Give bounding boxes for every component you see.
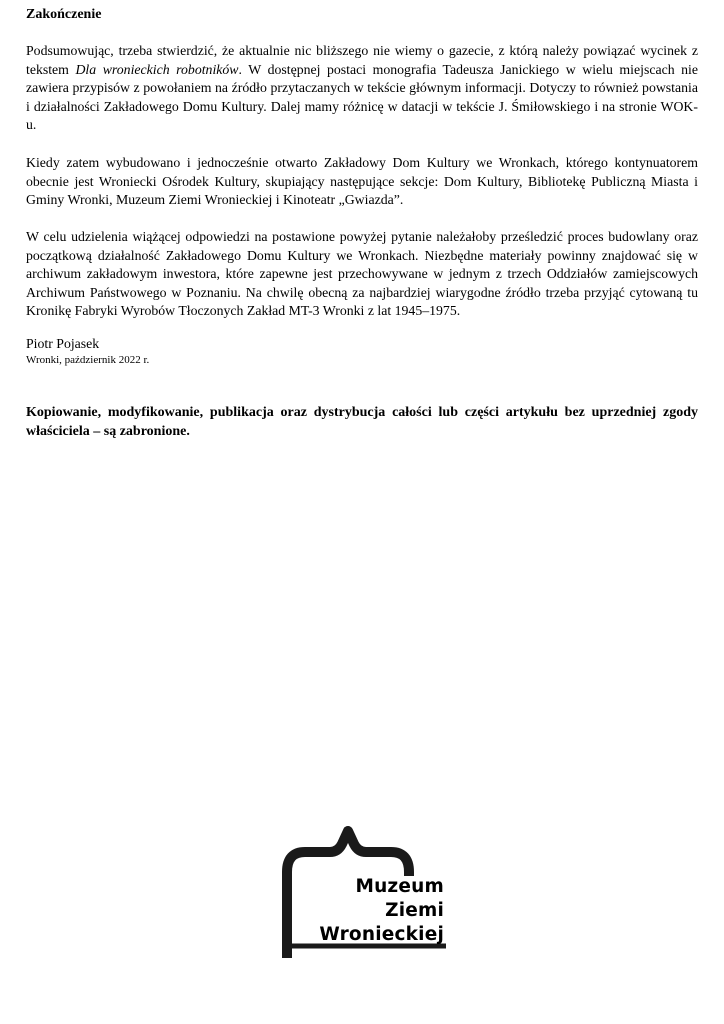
logo-wordmark <box>304 875 444 947</box>
paragraph-question: Kiedy zatem wybudowano i jednocześnie otwarto Zakładowy Dom Kultury we Wronkach, którego kontynuatorem obecnie jest Wroniecki Ośrodek Kultury, skupiający następujące sekcje: Dom Kultury, Bibliotekę Publiczną Miasta i Gminy Wronki, Muzeum Ziemi Wronieckiej i Kinoteatr „Gwiazda”. <box>26 155 698 208</box>
copyright-notice: Kopiowanie, modyfikowanie, publikacja oraz dystrybucja całości lub części artykułu bez uprzedniej zgody właściciela – są zabronione. <box>26 405 698 439</box>
author-name: Piotr Pojasek <box>26 336 100 351</box>
paragraph-summary-part1: Podsumowując, trzeba stwierdzić, że aktualnie nic bliższego nie wiemy o gazecie, z którą należy powiązać wycinek z tekstem <box>26 43 698 77</box>
paragraph-summary <box>26 42 698 135</box>
place-date: Wronki, październik 2022 r. <box>26 354 150 366</box>
logo-line-ziemi: Ziemi <box>385 900 444 921</box>
paragraph-sources: W celu udzielenia wiążącej odpowiedzi na postawione powyżej pytanie należałoby prześledzić proces budowlany oraz początkową działalność Zakładowego Domu Kultury we Wronkach. Niezbędne materiały powinny znajdować się w archiwum zakładowym inwestora, które zapewne jest przechowywane w jednym z trzech Oddziałów zamiejscowych Archiwum Państwowego w Poznaniu. Na chwilę obecną za najbardziej wiarygodne źródło trzeba przyjąć cytowaną tu Kronikę Fabryki Wyrobów Tłoczonych Zakład MT-3 Wronki z lat 1945–1975. <box>26 229 698 319</box>
paragraph-summary-part2: . W dostępnej postaci monografia Tadeusza Janickiego w wielu miejscach nie zawiera przypisów z powołaniem na źródło przytaczanych w tekście głównym informacji. Dotyczy to również powstania i działalności Zakładowego Domu Kultury. Dalej mamy różnicę w datacji w tekście J. Śmiłowskiego i na stronie WOK-u. <box>26 61 698 133</box>
section-heading: Zakończenie <box>26 7 102 22</box>
museum-logo <box>270 826 460 966</box>
newspaper-title: Dla wronieckich robotników <box>75 61 239 77</box>
logo-line-muzeum: Muzeum <box>355 876 444 897</box>
logo-line-wronieckiej: Wronieckiej <box>319 924 444 945</box>
